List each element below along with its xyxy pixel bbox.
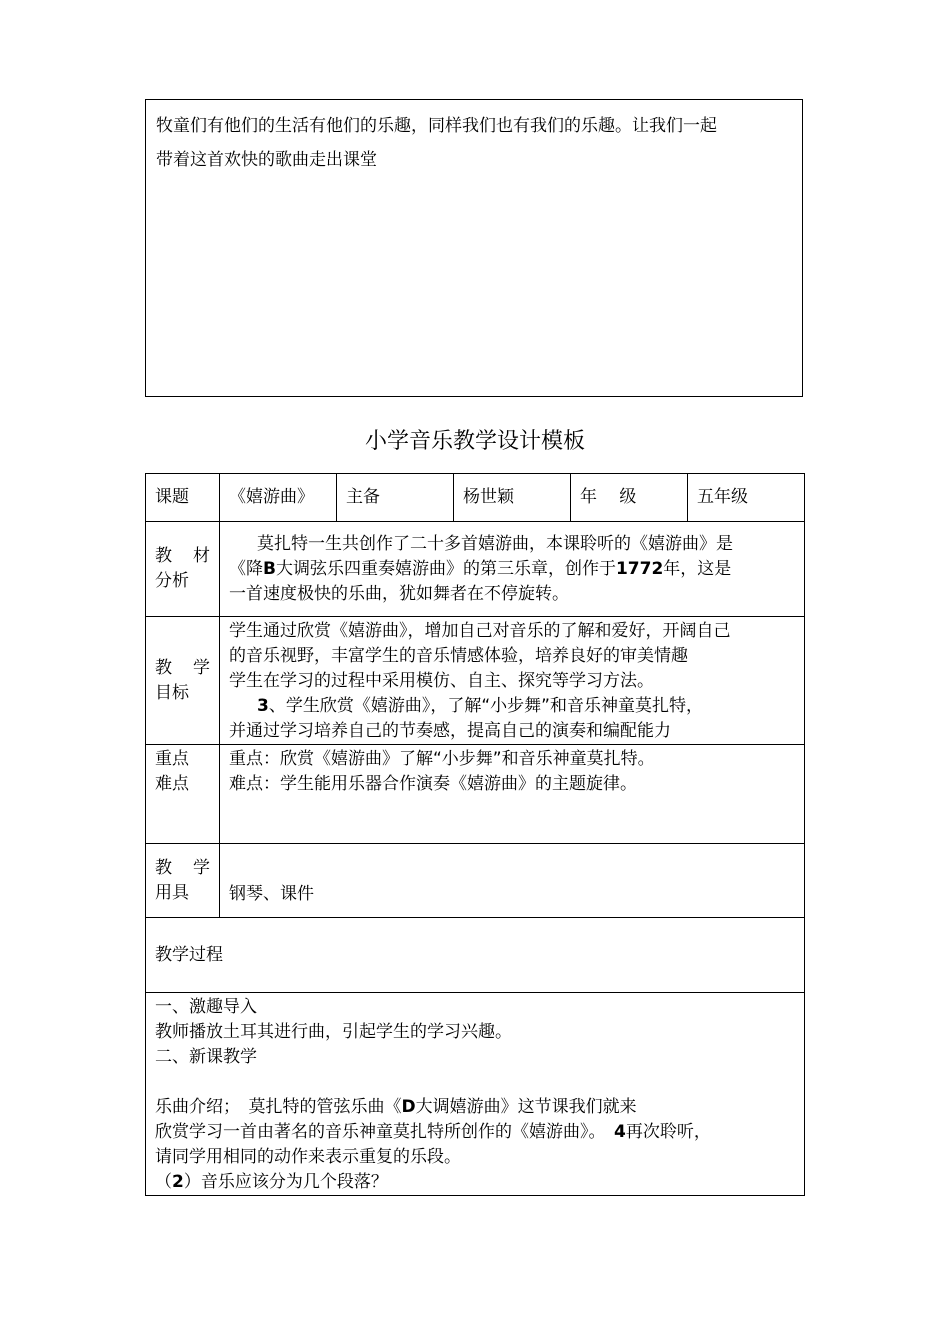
process-line-6: 请同学用相同的动作来表示重复的乐段。 — [155, 1147, 461, 1167]
process-line-4-key: D — [401, 1097, 416, 1117]
closing-text-line-1: 牧童们有他们的生活有他们的乐趣，同样我们也有我们的乐趣。让我们一起 — [156, 116, 717, 136]
material-line-2-c: 大调弦乐四重奏嬉游曲》的第三乐章，创作于 — [275, 558, 616, 579]
material-content — [220, 522, 805, 617]
process-line-7-c: ）音乐应该分为几个段落？ — [183, 1172, 388, 1192]
goals-label-line-1: 教 学 — [155, 657, 210, 678]
grade-value: 五年级 — [688, 474, 805, 522]
goals-line-4 — [229, 694, 795, 719]
goals-row — [146, 617, 805, 745]
key-points-row — [146, 745, 805, 844]
process-line-4-a: 乐曲介绍； 莫扎特的管弦乐曲《 — [155, 1097, 402, 1117]
topic-value: 《嬉游曲》 — [220, 474, 337, 522]
tools-row — [146, 844, 805, 918]
key-points-label-line-2: 难点 — [155, 774, 189, 794]
process-line-5 — [155, 1120, 795, 1145]
goals-line-4-number: 3 — [257, 696, 269, 716]
key-points-label — [146, 745, 220, 844]
material-line-2-key: B — [263, 558, 276, 579]
tools-label-line-1: 教 学 — [155, 857, 210, 878]
tools-label — [146, 844, 220, 918]
process-content — [146, 993, 805, 1196]
page-title: 小学音乐教学设计模板 — [364, 429, 585, 454]
header-row — [146, 474, 805, 522]
material-label-line-1: 教 材 — [155, 546, 210, 566]
goals-label-line-2: 目标 — [155, 682, 189, 703]
grade-label: 年 级 — [571, 474, 688, 522]
key-points-content — [220, 745, 805, 844]
process-heading: 教学过程 — [146, 918, 805, 993]
goals-content — [220, 617, 805, 745]
material-line-3: 一首速度极快的乐曲，犹如舞者在不停旋转。 — [229, 583, 569, 604]
topic-label: 课题 — [146, 474, 220, 522]
goals-line-4-text: 、学生欣赏《嬉游曲》，了解“小步舞”和音乐神童莫扎特， — [268, 696, 703, 716]
lead-label: 主备 — [337, 474, 454, 522]
key-point-line: 重点：欣赏《嬉游曲》了解“小步舞”和音乐神童莫扎特。 — [229, 749, 655, 769]
goals-line-5: 并通过学习培养自己的节奏感，提高自己的演奏和编配能力 — [229, 721, 671, 741]
goals-line-2: 的音乐视野，丰富学生的音乐情感体验，培养良好的审美情趣 — [229, 646, 688, 666]
process-line-4 — [155, 1095, 795, 1120]
material-row — [146, 522, 805, 617]
material-label-line-2: 分析 — [155, 571, 189, 591]
key-points-label-line-1: 重点 — [155, 749, 189, 769]
process-heading-row — [146, 918, 805, 993]
lesson-plan-table — [145, 473, 805, 1196]
material-line-1: 莫扎特一生共创作了二十多首嬉游曲，本课聆听的《嬉游曲》是 — [257, 533, 733, 554]
process-line-2: 教师播放土耳其进行曲，引起学生的学习兴趣。 — [155, 1022, 512, 1042]
closing-text-box — [145, 99, 803, 397]
process-line-5-c: 再次聆听， — [625, 1122, 711, 1142]
difficult-point-line: 难点：学生能用乐器合作演奏《嬉游曲》的主题旋律。 — [229, 774, 637, 794]
process-line-7-a: （ — [155, 1172, 172, 1192]
lead-value: 杨世颖 — [454, 474, 571, 522]
closing-text-line-2: 带着这首欢快的歌曲走出课堂 — [156, 150, 377, 170]
material-line-2 — [229, 557, 795, 582]
process-line-7-number: 2 — [172, 1172, 184, 1192]
process-line-5-a: 欣赏学习一首由著名的音乐神童莫扎特所创作的《嬉游曲》。 — [155, 1122, 614, 1142]
process-row — [146, 993, 805, 1196]
material-line-2-year: 1772 — [615, 558, 664, 579]
process-line-3: 二、新课教学 — [155, 1047, 257, 1067]
goals-line-3: 学生在学习的过程中采用模仿、自主、探究等学习方法。 — [229, 671, 654, 691]
process-line-5-number: 4 — [614, 1122, 626, 1142]
goals-label — [146, 617, 220, 745]
tools-label-line-2: 用具 — [155, 882, 189, 903]
tools-value: 钢琴、课件 — [220, 844, 805, 918]
process-spacer — [155, 1070, 795, 1095]
material-line-2-a: 《降 — [229, 558, 263, 579]
process-line-1: 一、激趣导入 — [155, 997, 257, 1017]
material-label — [146, 522, 220, 617]
process-line-4-c: 大调嬉游曲》这节课我们就来 — [415, 1097, 637, 1117]
process-line-7 — [155, 1170, 795, 1195]
material-line-2-e: 年，这是 — [663, 558, 732, 579]
goals-line-1: 学生通过欣赏《嬉游曲》，增加自己对音乐的了解和爱好，开阔自己 — [229, 621, 731, 641]
